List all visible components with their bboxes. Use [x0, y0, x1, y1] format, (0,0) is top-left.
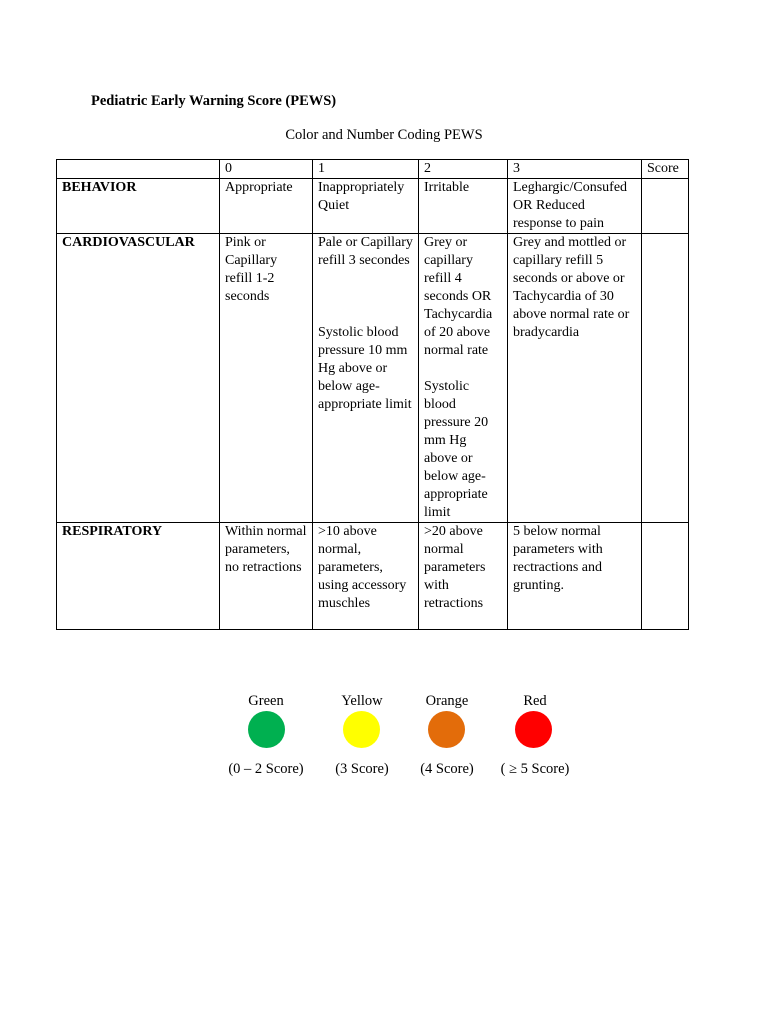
yellow-circle-icon: [343, 711, 380, 748]
behavior-score-3: Leghargic/Consufed OR Reduced response to pain: [508, 179, 642, 234]
cardio-score-2-pressure: Systolic blood pressure 20 mm Hg above or below age-appropriate limit: [424, 379, 489, 520]
resp-score-2: >20 above normal parameters with retractions: [419, 523, 508, 630]
behavior-score-cell: [642, 179, 689, 234]
cardio-score-0: Pink or Capillary refill 1-2 seconds: [220, 234, 313, 523]
cardio-score-3: Grey and mottled or capillary refill 5 seconds or above or Tachycardia of 30 above normal rate or bradycardia: [508, 234, 642, 523]
table-row-respiratory: [57, 523, 689, 630]
legend-label-red: Red: [523, 693, 547, 709]
header-cell-score: Score: [642, 160, 689, 179]
header-cell-1: 1: [313, 160, 419, 179]
resp-score-cell: [642, 523, 689, 630]
cardio-score-1-capillary: Pale or Capillary refill 3 secondes: [318, 235, 413, 268]
legend-score-red: ( ≥ 5 Score): [500, 761, 570, 777]
table-row-behavior: [57, 179, 689, 234]
row-label-cardiovascular: CARDIOVASCULAR: [57, 234, 220, 523]
header-cell-0: 0: [220, 160, 313, 179]
cardio-score-1: [313, 234, 419, 523]
pews-table: [56, 159, 689, 630]
header-cell-label: [57, 160, 220, 179]
behavior-score-0: Appropriate: [220, 179, 313, 234]
header-cell-2: 2: [419, 160, 508, 179]
red-circle-icon: [515, 711, 552, 748]
row-label-respiratory: RESPIRATORY: [57, 523, 220, 630]
table-row-cardiovascular: [57, 234, 689, 523]
resp-score-0: Within normal parameters, no retractions: [220, 523, 313, 630]
cardio-score-2: [419, 234, 508, 523]
legend-label-orange: Orange: [425, 693, 469, 709]
document-subtitle: Color and Number Coding PEWS: [285, 127, 483, 143]
cardio-score-cell: [642, 234, 689, 523]
legend-score-orange: (4 Score): [420, 761, 474, 777]
table-header-row: [57, 160, 689, 179]
document-title: Pediatric Early Warning Score (PEWS): [91, 93, 337, 109]
green-circle-icon: [248, 711, 285, 748]
cardio-score-1-pressure: Systolic blood pressure 10 mm Hg above or below age-appropriate limit: [318, 325, 412, 412]
legend-label-yellow: Yellow: [341, 693, 383, 709]
resp-score-3: 5 below normal parameters with rectractions and grunting.: [508, 523, 642, 630]
row-label-behavior: BEHAVIOR: [57, 179, 220, 234]
behavior-score-1: Inappropriately Quiet: [313, 179, 419, 234]
legend-label-green: Green: [248, 693, 284, 709]
header-cell-3: 3: [508, 160, 642, 179]
color-legend: [0, 693, 768, 783]
legend-score-yellow: (3 Score): [335, 761, 389, 777]
legend-score-green: (0 – 2 Score): [228, 761, 304, 777]
resp-score-1: >10 above normal, parameters, using accessory muschles: [313, 523, 419, 630]
orange-circle-icon: [428, 711, 465, 748]
behavior-score-2: Irritable: [419, 179, 508, 234]
cardio-score-2-capillary: Grey or capillary refill 4 seconds OR Tachycardia of 20 above normal rate: [424, 235, 493, 358]
